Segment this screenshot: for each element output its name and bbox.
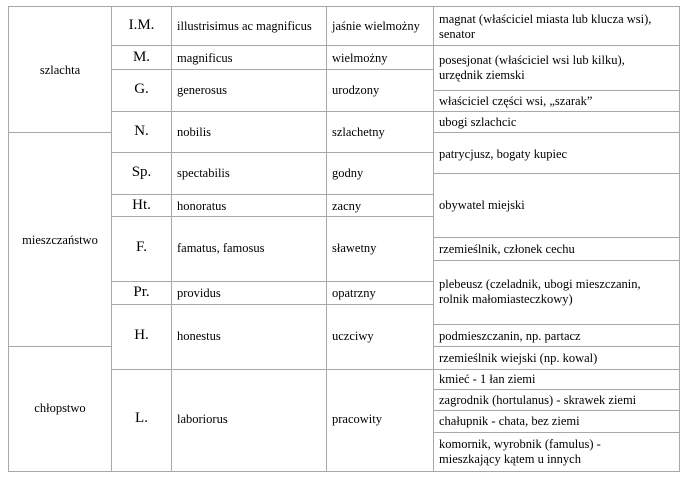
latin-cell: spectabilis: [177, 166, 230, 180]
abbr-cell: Ht.: [132, 197, 151, 213]
abbr-cell: L.: [135, 410, 148, 426]
polish-cell: wielmożny: [332, 51, 388, 65]
table-border: [433, 237, 680, 238]
abbr-cell: Pr.: [133, 284, 150, 300]
table-border: [433, 90, 680, 91]
table-border: [679, 6, 680, 472]
description-cell: [439, 329, 581, 344]
table-border: [111, 45, 434, 46]
description-cell: [439, 351, 597, 366]
table-border: [433, 260, 680, 261]
description-cell: [439, 393, 636, 408]
table-border: [111, 304, 434, 305]
description-line: mieszkający kątem u innych: [439, 452, 581, 466]
description-line: rzemieślnik, członek cechu: [439, 242, 575, 256]
abbr-cell: H.: [134, 327, 149, 343]
abbr-cell: N.: [134, 123, 149, 139]
table-border: [171, 6, 172, 472]
category-mieszczanstwo: mieszczaństwo: [22, 233, 98, 247]
table-border: [111, 194, 434, 195]
table-border: [433, 346, 680, 347]
table-border: [433, 324, 680, 325]
description-line: urzędnik ziemski: [439, 68, 525, 82]
table-border: [433, 6, 434, 472]
description-line: kmieć - 1 łan ziemi: [439, 372, 536, 386]
polish-cell: jaśnie wielmożny: [332, 19, 420, 33]
description-line: rzemieślnik wiejski (np. kowal): [439, 351, 598, 365]
table-border: [433, 111, 680, 112]
description-cell: [439, 12, 651, 42]
polish-cell: urodzony: [332, 83, 380, 97]
description-cell: [439, 414, 580, 429]
latin-cell: magnificus: [177, 51, 233, 65]
polish-cell: uczciwy: [332, 329, 374, 343]
description-cell: [439, 94, 592, 109]
table-border: [111, 281, 434, 282]
category-chlopstwo: chłopstwo: [34, 401, 86, 415]
table-border: [433, 410, 680, 411]
latin-cell: generosus: [177, 83, 227, 97]
description-line: komornik, wyrobnik (famulus) -: [439, 437, 601, 451]
table-border: [8, 132, 112, 133]
table-border: [111, 69, 434, 70]
polish-cell: opatrzny: [332, 286, 376, 300]
table-border: [433, 132, 680, 133]
polish-cell: zacny: [332, 199, 362, 213]
table-border: [111, 369, 434, 370]
description-line: właściciel części wsi, „szarak”: [439, 94, 593, 108]
description-line: ubogi szlachcic: [439, 115, 517, 129]
polish-cell: szlachetny: [332, 125, 385, 139]
description-cell: [439, 53, 625, 83]
description-line: chałupnik - chata, bez ziemi: [439, 414, 580, 428]
table-border: [8, 346, 112, 347]
table-border: [111, 152, 434, 153]
abbr-cell: M.: [132, 49, 151, 65]
description-line: posesjonat (właściciel wsi lub kilku),: [439, 53, 625, 67]
latin-cell: laboriorus: [177, 412, 228, 426]
latin-cell: providus: [177, 286, 221, 300]
description-line: senator: [439, 27, 476, 41]
table-border: [111, 6, 112, 472]
category-szlachta: szlachta: [39, 63, 81, 77]
table-border: [433, 389, 680, 390]
description-cell: [439, 437, 601, 467]
description-line: patrycjusz, bogaty kupiec: [439, 147, 568, 161]
abbr-cell: G.: [134, 81, 149, 97]
table-border: [433, 45, 680, 46]
table-border: [433, 173, 680, 174]
description-cell: [439, 198, 525, 213]
table-border: [8, 6, 680, 7]
polish-cell: pracowity: [332, 412, 382, 426]
latin-cell: honoratus: [177, 199, 227, 213]
table-border: [111, 216, 434, 217]
abbr-cell: I.M.: [128, 17, 155, 33]
description-line: zagrodnik (hortulanus) - skrawek ziemi: [439, 393, 637, 407]
polish-cell: godny: [332, 166, 364, 180]
table-border: [433, 369, 680, 370]
polish-cell: sławetny: [332, 241, 377, 255]
description-line: rolnik małomiasteczkowy): [439, 292, 573, 306]
latin-cell: illustrisimus ac magnificus: [177, 19, 312, 33]
description-cell: [439, 147, 567, 162]
latin-cell: honestus: [177, 329, 221, 343]
description-cell: [439, 277, 641, 307]
description-line: plebeusz (czeladnik, ubogi mieszczanin,: [439, 277, 641, 291]
description-line: obywatel miejski: [439, 198, 525, 212]
table-border: [111, 111, 434, 112]
description-cell: [439, 372, 536, 387]
description-line: podmieszczanin, np. partacz: [439, 329, 581, 343]
table-border: [326, 6, 327, 472]
table-border: [8, 471, 680, 472]
description-cell: [439, 115, 516, 130]
latin-cell: nobilis: [177, 125, 212, 139]
table-border: [433, 432, 680, 433]
description-line: magnat (właściciel miasta lub klucza wsi),: [439, 12, 652, 26]
abbr-cell: F.: [136, 239, 147, 255]
latin-cell: famatus, famosus: [177, 241, 265, 255]
abbr-cell: Sp.: [131, 164, 152, 180]
description-cell: [439, 242, 575, 257]
